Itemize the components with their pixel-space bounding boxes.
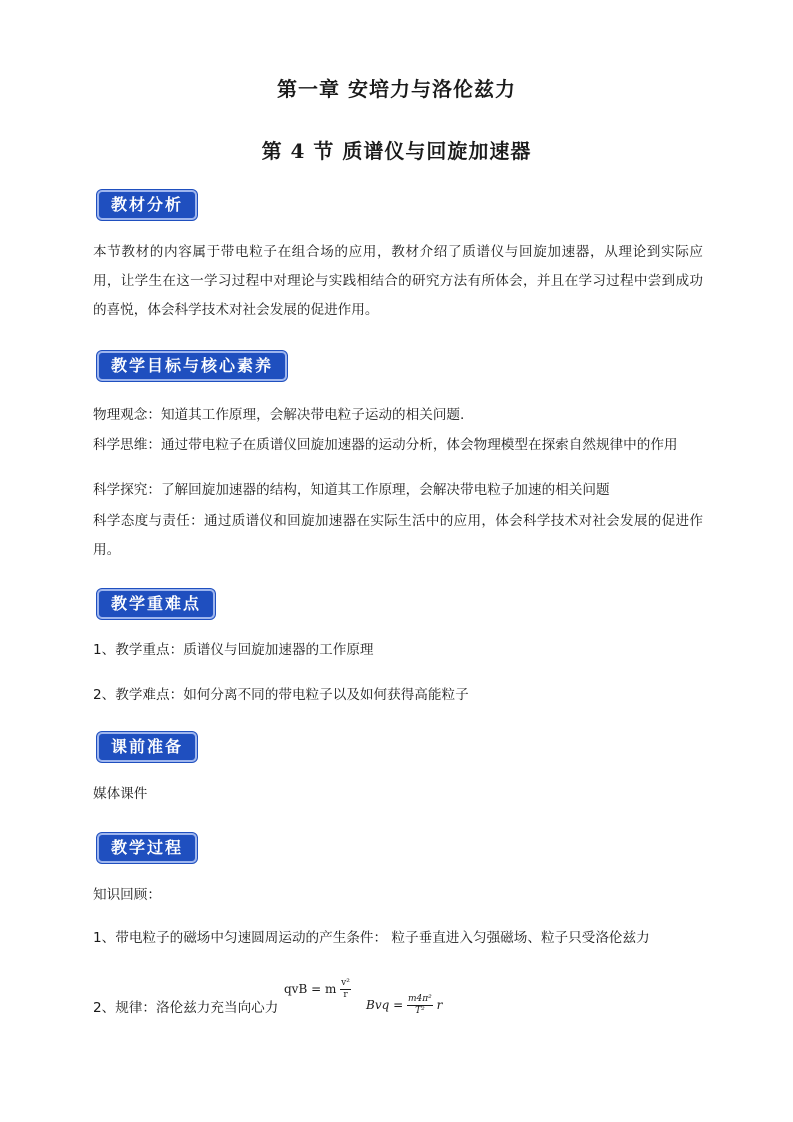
section-badge-goals: 教学目标与核心素养 [97, 351, 287, 381]
keypoint-item: 1、教学重点：质谱仪与回旋加速器的工作原理 [93, 642, 374, 658]
formula-qvb: qvB = m $\frac{\text{v²}}{r}$ [284, 978, 350, 1000]
analysis-paragraph: 本节教材的内容属于带电粒子在组合场的应用，教材介绍了质谱仪与回旋加速器，从理论到实际应用，让学生在这一学习过程中对理论与实践相结合的研究方法有所体会，并且在学习过程中尝到成功的喜悦，体会科学技术对社会发展的促进作用。 [93, 244, 703, 318]
chapter-title: 第一章 安培力与洛伦兹力 [277, 77, 516, 101]
review-item-2: 2、规律：洛伦兹力充当向心力 [93, 1000, 279, 1016]
section-title: 第 4 节 质谱仪与回旋加速器 [261, 139, 532, 163]
section-badge-keypoints: 教学重难点 [97, 589, 215, 619]
section-badge-analysis: 教材分析 [97, 190, 197, 220]
goal-item: 科学探究：了解回旋加速器的结构，知道其工作原理，会解决带电粒子加速的相关问题 [93, 482, 610, 498]
section-badge-process: 教学过程 [97, 833, 197, 863]
goal-item: 科学思维：通过带电粒子在质谱仪回旋加速器的运动分析，体会物理模型在探索自然规律中的作用 [93, 437, 678, 453]
keypoint-item: 2、教学难点：如何分离不同的带电粒子以及如何获得高能粒子 [93, 687, 469, 703]
goal-item: 科学态度与责任：通过质谱仪和回旋加速器在实际生活中的应用，体会科学技术对社会发展的促进作用。 [93, 513, 703, 558]
review-label: 知识回顾： [93, 887, 161, 903]
formula-bvq: Bvq = $\frac{\text{m4π²}}{\text{T²}}$ r [366, 994, 443, 1016]
preparation-text: 媒体课件 [93, 786, 148, 802]
goal-item: 物理观念：知道其工作原理，会解决带电粒子运动的相关问题. [93, 407, 465, 423]
section-badge-preparation: 课前准备 [97, 732, 197, 762]
review-item-1: 1、带电粒子的磁场中匀速圆周运动的产生条件： 粒子垂直进入匀强磁场、粒子只受洛伦兹力 [93, 930, 650, 946]
